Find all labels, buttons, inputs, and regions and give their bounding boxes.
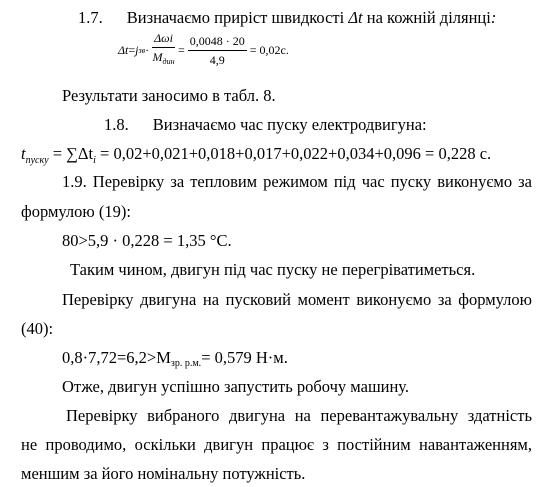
section-1-7-heading (78, 8, 496, 28)
start-torque-line-1: Перевірку двигуна на пусковий момент виконуємо за формулою (62, 290, 532, 309)
torque-calc-a: 0,8·7,72=6,2>М (62, 348, 171, 367)
thermal-conclusion: Таким чином, двигун під час пуску не перегріватиметься. (70, 260, 476, 279)
formula-fraction-2 (188, 34, 247, 67)
thermal-calculation: 80>5,9 · 0,228 = 1,35 °С. (62, 231, 232, 250)
fraction-numerator-2: 0,0048 · 20 (188, 34, 247, 51)
fraction-numerator: Δωi (152, 31, 175, 48)
formula-j: j (135, 42, 139, 57)
heading-colon: : (490, 8, 497, 27)
section-number: 1.8. (104, 115, 129, 134)
den-sub: дин (162, 57, 175, 66)
i-sub: i (93, 155, 96, 166)
overload-line-3: меншим за його номінальну потужність. (21, 464, 306, 483)
den-m: M (152, 50, 163, 64)
fraction-denominator-2: 4,9 (209, 52, 225, 67)
formula-result: = 0,02с. (249, 42, 289, 57)
start-torque-line-2: (40): (21, 319, 54, 338)
section-1-9-line-2: формулою (19): (21, 202, 131, 221)
fraction-denominator (153, 48, 175, 69)
formula-eq: = (128, 42, 136, 57)
speed-increment-formula (118, 28, 289, 72)
formula-j-sub: зв (138, 45, 146, 55)
start-time-equation (21, 144, 491, 171)
overload-line-2: не проводимо, оскільки двигун працює з постійним навантаженням, (21, 435, 532, 454)
sum-part: = ∑Δt (48, 144, 94, 163)
formula-lhs: Δt (118, 42, 129, 57)
formula-dot: · (145, 42, 150, 57)
section-1-8-heading (104, 115, 427, 135)
heading-text: Визначаємо приріст швидкості (126, 8, 349, 27)
torque-calc-sub: зр. р.м. (170, 358, 202, 369)
heading-variable: Δt (348, 8, 363, 27)
t-sub: пуску (25, 155, 49, 166)
sum-values: = 0,02+0,021+0,018+0,017+0,022+0,034+0,096 = 0,228 с. (95, 144, 492, 163)
torque-calculation (62, 348, 288, 374)
formula-eq-2: = (177, 42, 185, 57)
start-conclusion: Отже, двигун успішно запустить робочу машину. (62, 377, 410, 396)
heading-text-end: на кожній ділянці (362, 8, 491, 27)
section-number: 1.7. (78, 8, 103, 27)
torque-calc-b: = 0,579 Н·м. (201, 348, 288, 367)
overload-line-1: Перевірку вибраного двигуна на перевантажувальну здатність (66, 406, 532, 425)
t-var: t (21, 144, 26, 163)
formula-fraction-1 (152, 31, 175, 69)
section-1-9-line-1: 1.9. Перевірку за тепловим режимом під час пуску виконуємо за (62, 172, 532, 191)
heading-text: Визначаємо час пуску електродвигуна: (152, 115, 427, 134)
results-line: Результати заносимо в табл. 8. (62, 86, 276, 105)
